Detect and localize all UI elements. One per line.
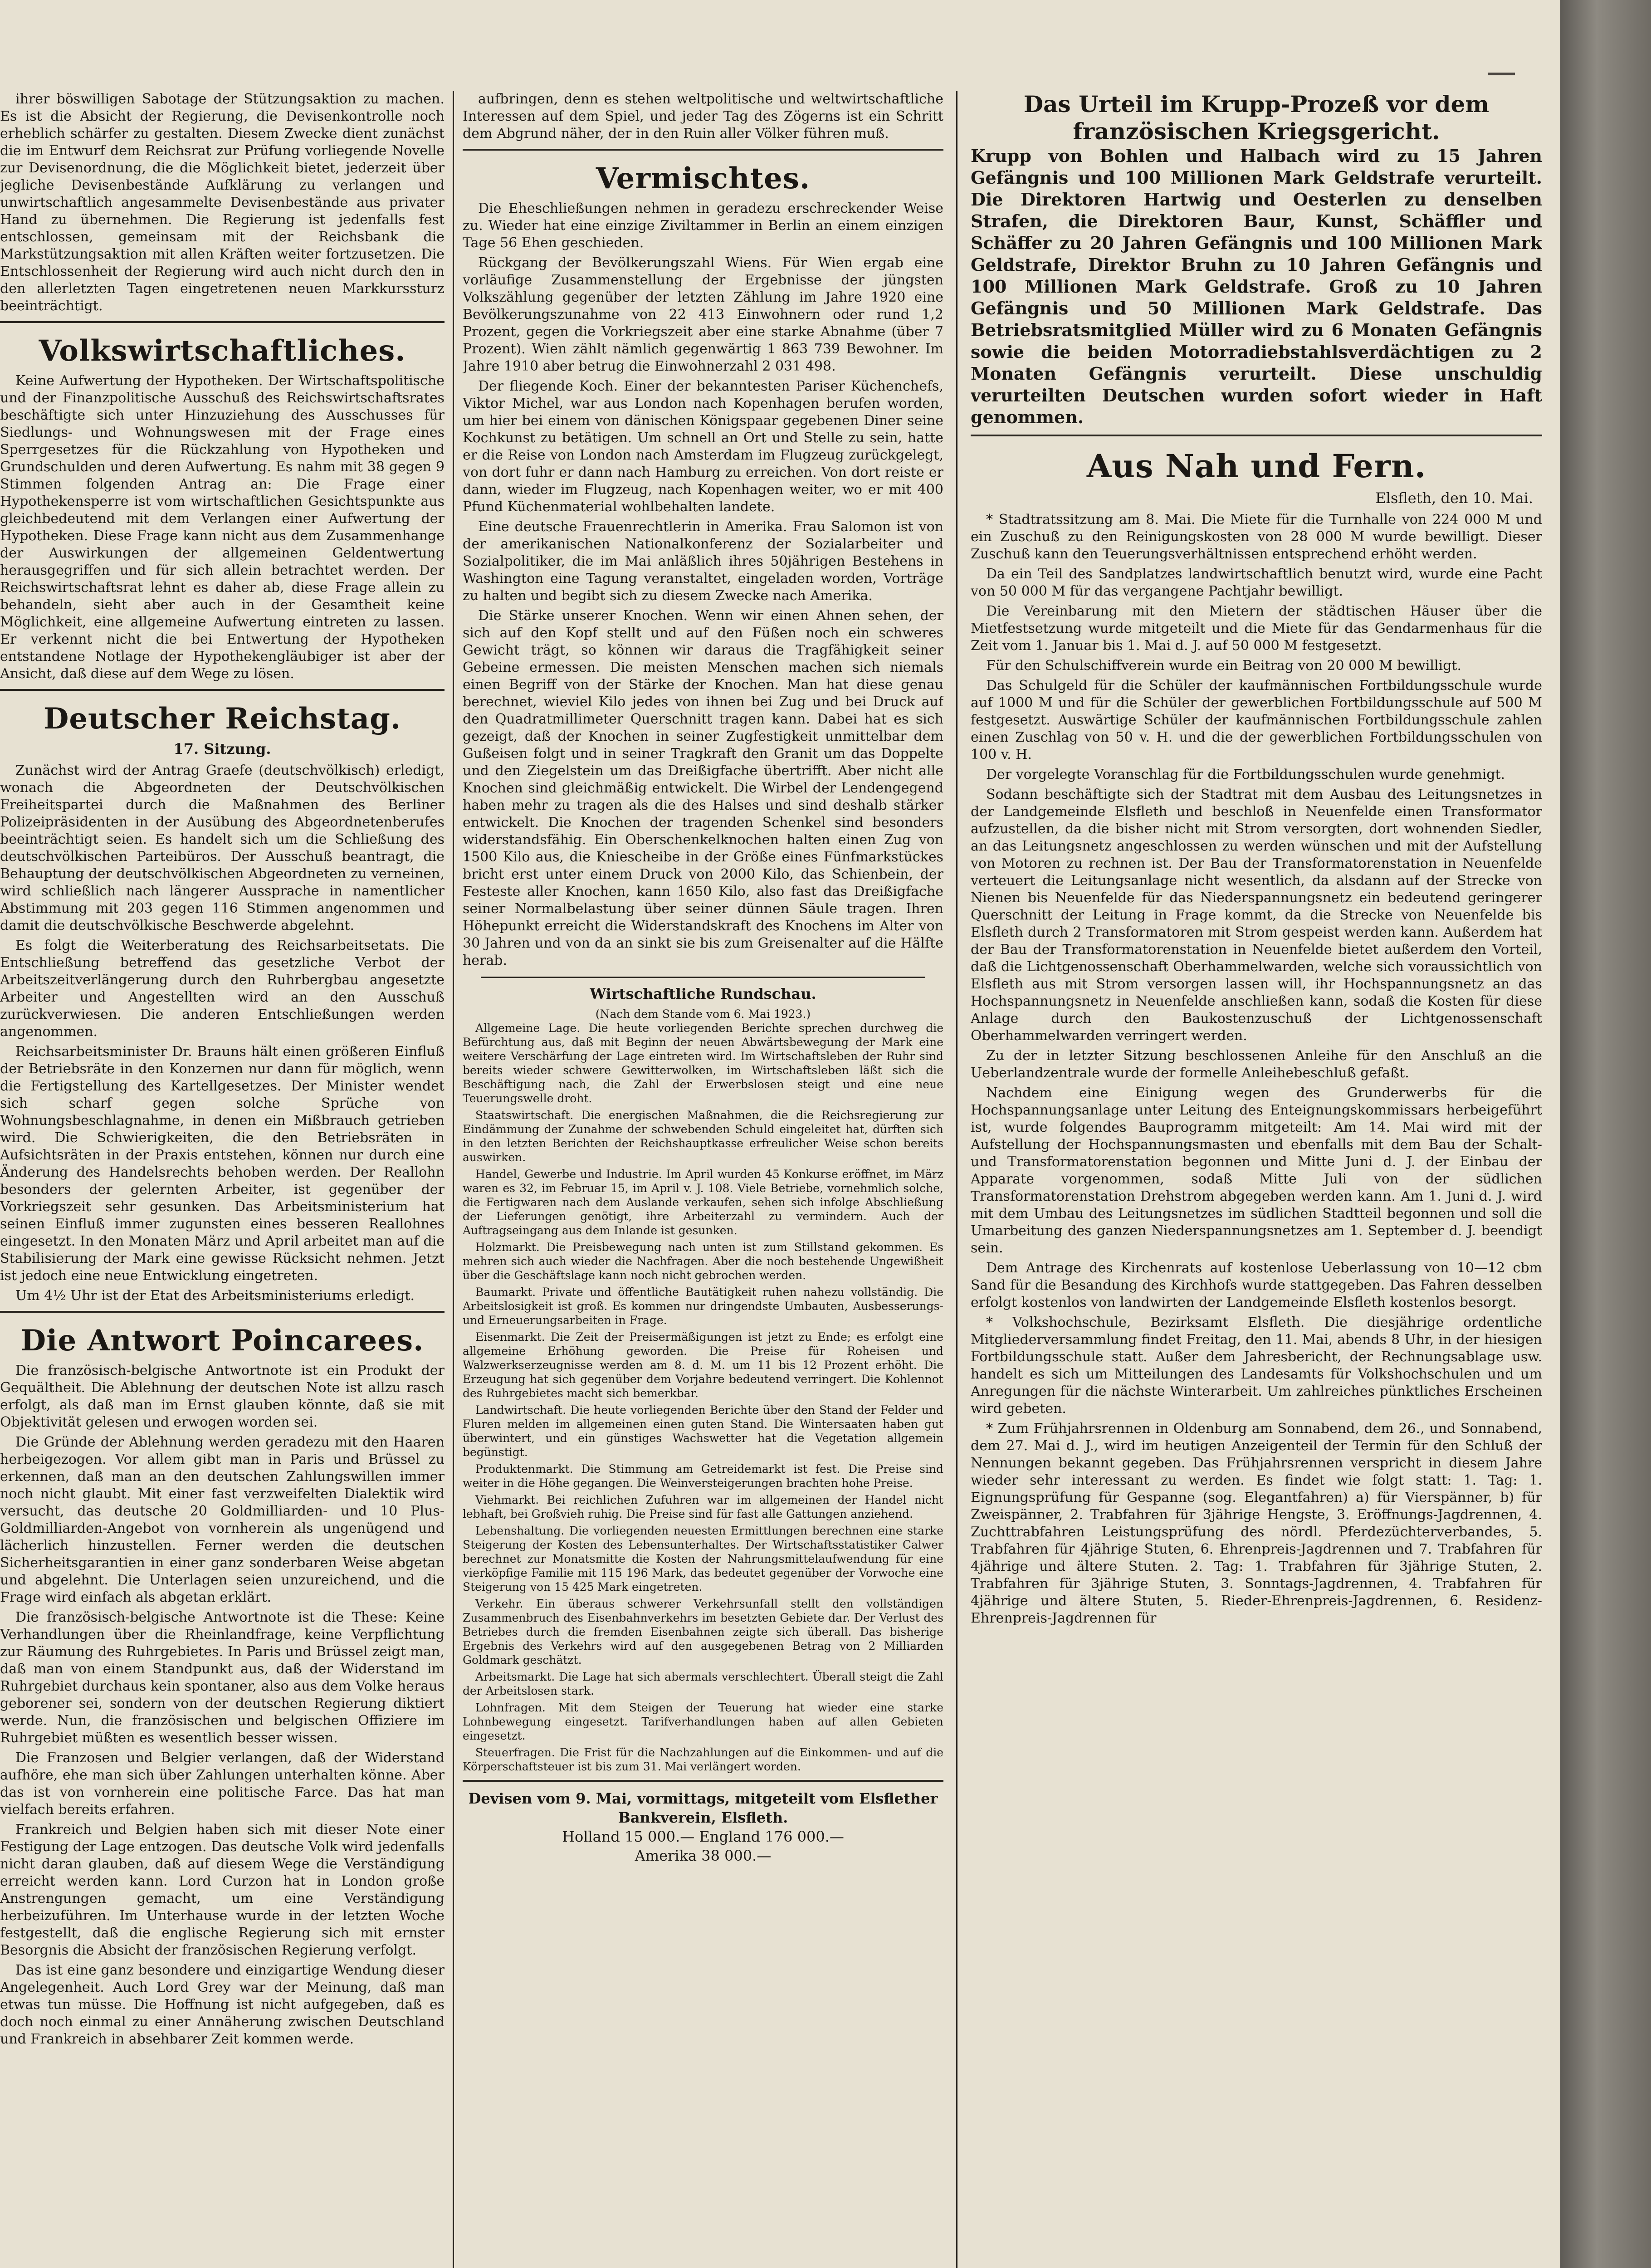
column-rule	[956, 91, 957, 2268]
exchange-rates-row: Amerika 38 000.—	[635, 1847, 772, 1864]
paragraph: Eisenmarkt. Die Zeit der Preisermäßigungen ist jetzt zu Ende; es erfolgt eine allgemeine Erhöhung geworden. Die Preise für Roheisen und Walzwerkserzeugnisse werden am 8. d. M. um 11 bis 12 Prozent erhöht. Die Erzeugung hat sich gegenüber dem Vorjahre bedeutend verringert. Die Kohlennot des Ruhrgebietes macht sich bemerkbar.	[463, 1330, 943, 1400]
paragraph: Der fliegende Koch. Einer der bekanntesten Pariser Küchenchefs, Viktor Michel, war aus London nach Kopenhagen berufen worden, um hier bei einem von dänischen Königspaar gegebenen Diner seine Kochkunst zu betätigen. Um schnell an Ort und Stelle zu sein, hatte er die Reise von London nach Amsterdam im Flugzeug zurückgelegt, von dort fuhr er dann nach Hamburg zu erreichen. Von dort reiste er dann, wieder im Flugzeug, nach Kopenhagen weiter, wo er mit 400 Pfund Küchenmaterial wohlbehalten landete.	[463, 378, 943, 515]
divider	[463, 149, 943, 151]
paragraph: * Zum Frühjahrsrennen in Oldenburg am Sonnabend, dem 26., und Sonnabend, dem 27. Mai d. J., wird im heutigen Anzeigenteil der Termin für den Schluß der Nennungen bekannt gegeben. Das Frühjahrsrennen verspricht in diesem Jahre wieder sehr interessant zu werden. Es findet wie folgt statt: 1. Tag: 1. Eignungsprüfung für Gespanne (sog. Elegantfahren) a) für Vierspänner, b) für Zweispänner, 2. Trabfahren für 3jährige Hengste, 3. Eröffnungs-Jagdrennen, 4. Zuchttrabfahren Leistungsprüfung des nördl. Pferdezüchterverbandes, 5. Trabfahren für 4jährige Stuten, 6. Ehrenpreis-Jagdrennen und 7. Trabfahren für 4jährige und ältere Stuten. 2. Tag: 1. Trabfahren für 3jährige Stuten, 2. Trabfahren für 3jährige Stuten, 3. Sonntags-Jagdrennen, 4. Trabfahren für 4jährige und ältere Stuten, 5. Rieder-Ehrenpreis-Jagdrennen, 6. Residenz-Ehrenpreis-Jagdrennen für	[971, 1421, 1542, 1626]
divider	[481, 977, 925, 978]
paragraph: Die Vereinbarung mit den Mietern der städtischen Häuser über die Mietfestsetzung wurde mitgeteilt und die Miete für das Gendarmenhaus für die Zeit vom 1. Januar bis 1. Mai d. J. auf 50 000 M festgesetzt.	[971, 603, 1542, 654]
column-rule	[453, 91, 454, 2268]
paragraph: ihrer böswilligen Sabotage der Stützungsaktion zu machen. Es ist die Absicht der Regierung, die Devisenkontrolle noch erheblich schärfer zu gestalten. Diesem Zwecke dient zunächst die im Entwurf dem Reichsrat zur Prüfung vorliegende Novelle zur Devisenordnung, die die Möglichkeit bietet, jederzeit über jegliche Devisenbestände Aufklärung zu verlangen und unwirtschaftlich angesammelte Devisenbestände aus privater Hand zu übernehmen. Die Regierung ist jedenfalls fest entschlossen, gemeinsam mit der Reichsbank die Markstützungsaktion mit allen Kräften weiter fortzusetzen. Die Entschlossenheit der Regierung wird auch nicht durch den in den allerletzten Tagen eingetretenen neuen Markkurssturz beeinträchtigt.	[0, 91, 444, 314]
lead-text: Krupp von Bohlen und Halbach wird zu 15 Jahren Gefängnis und 100 Millionen Mark Geldstrafe verurteilt. Die Direktoren Hartwig und Oesterlen zu denselben Strafen, die Direktoren Baur, Kunst, Schäffler und Schäffer zu 20 Jahren Gefängnis und 100 Millionen Mark Geldstrafe, Direktor Bruhn zu 10 Jahren Gefängnis und 100 Millionen Mark Geldstrafe. Groß zu 10 Jahren Gefängnis und 50 Millionen Mark Geldstrafe. Das Betriebsratsmitglied Müller wird zu 6 Monaten Gefängnis sowie die beiden Motorradiebstahlsverdächtigen zu 2 Monaten Gefängnis verurteilt. Diese unschuldig verurteilten Deutschen wurden sofort wieder in Haft genommen.	[971, 146, 1542, 427]
column-left	[0, 91, 444, 2268]
book-spine-edge	[1560, 0, 1651, 2268]
paragraph: Rückgang der Bevölkerungszahl Wiens. Für Wien ergab eine vorläufige Zusammenstellung der Ergebnisse der jüngsten Volkszählung gegenüber der letzten Zählung im Jahre 1920 eine Bevölkerungszunahme von 22 413 Einwohnern oder rund 1,2 Prozent, gegen die Vorkriegszeit aber eine starke Abnahme (über 7 Prozent). Wien zählt nämlich gegenwärtig 1 863 739 Bewohner. Im Jahre 1910 aber betrug die Einwohnerzahl 2 031 498.	[463, 255, 943, 374]
paragraph: Lebenshaltung. Die vorliegenden neuesten Ermittlungen berechnen eine starke Steigerung der Kosten des Lebensunterhaltes. Der Wirtschaftsstatistiker Calwer berechnet zur Monatsmitte die Kosten der Nahrungsmittelaufwendung für eine vierköpfige Familie mit 115 196 Mark, das bedeutet gegenüber der Vorwoche eine Steigerung von 15 425 Mark eingetreten.	[463, 1524, 943, 1593]
paragraph: Um 4½ Uhr ist der Etat des Arbeitsministeriums erledigt.	[15, 1288, 415, 1304]
paragraph: Produktenmarkt. Die Stimmung am Getreidemarkt ist fest. Die Preise sind weiter in die Höhe gegangen. Die Weinversteigerungen brachten hohe Preise.	[463, 1462, 943, 1490]
paragraph: Das ist eine ganz besondere und einzigartige Wendung dieser Angelegenheit. Auch Lord Grey war der Meinung, daß man etwas tun müsse. Die Hoffnung ist nicht aufgegeben, daß es doch noch einmal zu einer Annäherung zwischen Deutschland und Frankreich in absehbarer Zeit kommen werde.	[0, 1962, 444, 2047]
section-subheading: 17. Sitzung.	[173, 740, 271, 758]
paragraph: Sodann beschäftigte sich der Stadtrat mit dem Ausbau des Leitungsnetzes in der Landgemeinde Elsfleth und beschloß in Neuenfelde einen Transformator aufzustellen, da die bisher nicht mit Strom versorgten, dort wohnenden Siedler, an das Leitungsnetz angeschlossen zu werden wünschen und mit der Aufstellung von Motoren zu rechnen ist. Der Bau der Transformatorenstation in Neuenfelde verteuert die Leitungsanlage nicht wesentlich, da alsdann auf der Strecke von Nienen bis Neuenfelde für das Niederspannungsnetz ein bedeutend geringerer Querschnitt der Leitung in Frage kommt, da die Strecke von Neuenfelde bis Elsfleth durch 2 Transformatoren mit Strom gespeist werden kann. Außerdem hat der Bau der Transformatorenstation in Neuenfelde bietet außerdem den Vorteil, daß die Lichtgenossenschaft Oberhammelwarden, welche sich voraussichtlich von Elsfleth aus mit Strom versorgen lassen will, ihr Hochspannungsnetz an das Hochspannungsnetz in Neuenfelde anschließen kann, sodaß die Kosten für diese Anlage durch den Baukostenzuschuß der Lichtgenossenschaft Oberhammelwarden verringert werden.	[971, 787, 1542, 1044]
paragraph: Es folgt die Weiterberatung des Reichsarbeitsetats. Die Entschließung betreffend das gesetzliche Verbot der Arbeitszeitverlängerung durch den Ruhrbergbau angesetzte Arbeiter und Angestellten wird an den Ausschuß zurückverwiesen. Die anderen Entschließungen werden angenommen.	[0, 938, 444, 1040]
exchange-rates-title: Devisen vom 9. Mai, vormittags, mitgeteilt vom Elsflether Bankverein, Elsfleth.	[468, 1790, 938, 1826]
paragraph: Steuerfragen. Die Frist für die Nachzahlungen auf die Einkommen- und auf die Körperschaftsteuer ist bis zum 31. Mai verlängert worden.	[463, 1746, 943, 1773]
paragraph: aufbringen, denn es stehen weltpolitische und weltwirtschaftliche Interessen auf dem Spiel, und jeder Tag des Zögerns ist ein Schritt dem Abgrund näher, der in den Ruin aller Völker führen muß.	[463, 91, 943, 142]
section-heading: Vermischtes.	[596, 161, 811, 196]
paragraph: Nachdem eine Einigung wegen des Grunderwerbs für die Hochspannungsanlage unter Leitung des Enteignungskommissars herbeigeführt ist, wurde folgendes Bauprogramm mitgeteilt: Am 14. Mai wird mit der Aufstellung der Hochspannungsmasten und ebenfalls mit dem Bau der Schalt- und Transformatorenstation begonnen und Mitte Juni d. J. der Einbau der Apparate vorgenommen, sodaß Mitte Juli von der südlichen Transformatorenstation Drehstrom abgegeben werden kann. Am 1. Juni d. J. wird mit dem Umbau des Leitungsnetzes im südlichen Stadtteil begonnen und soll die Umarbeitung des ganzen Niederspannungsnetzes am 1. September d. J. beendigt sein.	[971, 1085, 1542, 1256]
paragraph: Zu der in letzter Sitzung beschlossenen Anleihe für den Anschluß an die Ueberlandzentrale wurde der formelle Anleihebeschluß gefaßt.	[971, 1048, 1542, 1081]
paragraph: Die Stärke unserer Knochen. Wenn wir einen Ahnen sehen, der sich auf den Kopf stellt und auf den Füßen noch ein schweres Gewicht trägt, so können wir daraus die Tragfähigkeit seiner Gebeine ermessen. Die meisten Menschen machen sich niemals einen Begriff von der Stärke der Knochen. Man hat diese genau berechnet, wieviel Kilo jedes von ihnen bei Zug und bei Druck auf den Quadratmillimeter Querschnitt tragen kann. Dabei hat es sich gezeigt, daß der Knochen in seiner Zugfestigkeit unmittelbar dem Gußeisen folgt und in seiner Tragkraft den Granit um das Doppelte und den Ziegelstein um das Dreißigfache übertrifft. Aber nicht alle Knochen sind gleichmäßig entwickelt. Die Wirbel der Lendengegend haben mehr zu tragen als die des Halses und sind deshalb stärker entwickelt. Die Knochen der tragenden Schenkel sind besonders widerstandsfähig. Ein Oberschenkelknochen halten einen Zug von 1500 Kilo aus, die Kniescheibe in der Größe eines Fünfmarkstückes bricht erst unter einem Druck von 2000 Kilo, das Schienbein, der Festeste aller Knochen, kann 1650 Kilo, also fast das Dreißigfache seiner Normalbelastung über seiner dünnen Säule tragen. Ihren Höhepunkt erreicht die Widerstandskraft des Knochens im Alter von 30 Jahren und von da an sinkt sie bis zum Greisenalter auf die Hälfte herab.	[463, 608, 943, 968]
paragraph: Holzmarkt. Die Preisbewegung nach unten ist zum Stillstand gekommen. Es mehren sich auch wieder die Nachfragen. Aber die noch bestehende Ungewißheit über die Geschäftslage kann noch nicht gebrochen werden.	[463, 1241, 943, 1282]
paragraph: Landwirtschaft. Die heute vorliegenden Berichte über den Stand der Felder und Fluren melden im allgemeinen einen guten Stand. Die Wintersaaten haben gut überwintert, und ein günstiges Wachswetter hat die Vegetation allgemein begünstigt.	[463, 1403, 943, 1459]
page-corner-mark	[1488, 73, 1515, 75]
column-right	[971, 91, 1542, 2268]
paragraph: Für den Schulschiffverein wurde ein Beitrag von 20 000 M bewilligt.	[986, 658, 1461, 674]
paragraph: Viehmarkt. Bei reichlichen Zufuhren war im allgemeinen der Handel nicht lebhaft, bei Großvieh ruhig. Die Preise sind für fast alle Gattungen anziehend.	[463, 1493, 943, 1520]
paragraph: * Volkshochschule, Bezirksamt Elsfleth. Die diesjährige ordentliche Mitgliederversammlung findet Freitag, den 11. Mai, abends 8 Uhr, in der hiesigen Fortbildungsschule statt. Außer dem Jahresbericht, der Rechnungsablage usw. handelt es sich um Mitteilungen des Landesamts für Volkshochschulen und um Anregungen für die nächste Winterarbeit. Um zahlreiches pünktliches Erscheinen wird gebeten.	[971, 1315, 1542, 1417]
paragraph: Eine deutsche Frauenrechtlerin in Amerika. Frau Salomon ist von der amerikanischen Nationalkonferenz der Sozialarbeiter und Sozialpolitiker, die im Mai anläßlich ihres 50jährigen Bestehens in Washington eine Tagung veranstaltet, eingeladen worden, Vorträge zu halten und begibt sich zu diesem Zwecke nach Amerika.	[463, 519, 943, 604]
dateline: Elsfleth, den 10. Mai.	[1375, 489, 1533, 507]
divider	[0, 321, 444, 323]
lead-headline: Das Urteil im Krupp-Prozeß vor dem französischen Kriegsgericht.	[1023, 91, 1490, 145]
divider	[0, 1311, 444, 1313]
paragraph: Handel, Gewerbe und Industrie. Im April wurden 45 Konkurse eröffnet, im März waren es 32, im Februar 15, im April v. J. 108. Viele Betriebe, vornehmlich solche, die Fertigwaren nach dem Auslande verkaufen, sehen sich infolge Abschließung der Lieferungen genötigt, ihre Arbeiterzahl zu vermindern. Auch der Auftragseingang aus dem Inlande ist gesunken.	[463, 1168, 943, 1237]
section-subheading: (Nach dem Stande vom 6. Mai 1923.)	[595, 1007, 811, 1021]
divider	[0, 689, 444, 691]
paragraph: Arbeitsmarkt. Die Lage hat sich abermals verschlechtert. Überall steigt die Zahl der Arbeitslosen stark.	[463, 1670, 943, 1697]
paragraph: Baumarkt. Private und öffentliche Bautätigkeit ruhen nahezu vollständig. Die Arbeitslosigkeit ist groß. Es kommen nur dringendste Umbauten, Ausbesserungs- und Erneuerungsarbeiten in Frage.	[463, 1286, 943, 1327]
section-heading: Aus Nah und Fern.	[1086, 447, 1426, 485]
paragraph: Die Eheschließungen nehmen in geradezu erschreckender Weise zu. Wieder hat eine einzige Ziviltammer in Berlin an einem einzigen Tage 56 Ehen geschieden.	[463, 200, 943, 251]
paragraph: Allgemeine Lage. Die heute vorliegenden Berichte sprechen durchweg die Befürchtung aus, daß mit Beginn der neuen Abwärtsbewegung der Mark eine weitere Verschärfung der Lage eintreten wird. Im Wirtschaftsleben der Ruhr sind bereits wieder schwere Gewitterwolken, im Wirtschaftsleben läßt sich die Beschäftigung nach, die Zahl der Erwerbslosen steigt und eine neue Teuerungswelle droht.	[463, 1022, 943, 1105]
exchange-rates-row: Holland 15 000.— England 176 000.—	[562, 1828, 844, 1845]
paragraph: Staatswirtschaft. Die energischen Maßnahmen, die die Reichsregierung zur Eindämmung der Zunahme der schwebenden Schuld eingeleitet hat, dürften sich in den letzten Berichten der Reichshauptkasse erfreulicher Weise schon bereits auswirken.	[463, 1109, 943, 1164]
paragraph: Die Gründe der Ablehnung werden geradezu mit den Haaren herbeigezogen. Vor allem gibt man in Paris und Brüssel zu erkennen, daß man an den deutschen Zahlungswillen immer noch nicht glaubt. Mit einer fast verzweifelten Dialektik wird versucht, das deutsche 20 Goldmilliarden- und 10 Plus-Goldmilliarden-Angebot von vornherein als ungenügend und lächerlich hinzustellen. Ferner werden die deutschen Sicherheitsgarantien in einer ganz sonderbaren Weise abgetan und abgelehnt. Die Unterlagen seien unzureichend, und die Frage wird einfach als abgetan erklärt.	[0, 1434, 444, 1605]
paragraph: Reichsarbeitsminister Dr. Brauns hält einen größeren Einfluß der Betriebsräte in den Konzernen nur dann für möglich, wenn die Fertigstellung des Kartellgesetzes. Der Minister wendet sich scharf gegen solche Sprüche von Wohnungsbeschlagnahme, in denen ein Mißbrauch getrieben wird. Die Schwierigkeiten, die den Betriebsräten in Aufsichtsräten in der Praxis entstehen, können nur durch eine Änderung des Handelsrechts behoben werden. Der Reallohn besonders der gelernten Arbeiter, ist gegenüber der Vorkriegszeit sehr gesunken. Das Arbeitsministerium hat seinen Einfluß immer zugunsten eines besseren Reallohnes eingesetzt. In den Monaten März und April arbeitet man auf die Stabilisierung der Mark eine gewisse Rücksicht nehmen. Jetzt ist jedoch eine neue Entwicklung eingetreten.	[0, 1044, 444, 1284]
divider	[463, 1780, 943, 1782]
paragraph: Dem Antrage des Kirchenrats auf kostenlose Ueberlassung von 10—12 cbm Sand für die Besandung des Kirchhofs wurde stattgegeben. Das Fahren desselben erfolgt kostenlos von landwirten der Landgemeinde Elsfleth kostenlos besorgt.	[971, 1260, 1542, 1310]
paragraph: Frankreich und Belgien haben sich mit dieser Note einer Festigung der Lage entzogen. Das deutsche Volk wird jedenfalls nicht daran glauben, daß auf diesem Wege die Verständigung erreicht werden kann. Lord Curzon hat in London große Anstrengungen gemacht, um eine Verständigung herbeizuführen. Im Unterhause wurde in der letzten Woche festgestellt, daß die englische Regierung sich mit ernster Besorgnis die Absicht der französischen Regierung verfolgt.	[0, 1822, 444, 1958]
paragraph: Zunächst wird der Antrag Graefe (deutschvölkisch) erledigt, wonach die Abgeordneten der Deutschvölkischen Freiheitspartei durch die Maßnahmen des Berliner Polizeipräsidenten in der Ausübung des Abgeordnetenberufes beeinträchtigt seien. Es handelt sich um die Schließung des deutschvölkischen Parteibüros. Der Ausschuß beantragt, die Behauptung der deutschvölkischen Abgeordneten zu verneinen, wird schließlich nach längerer Aussprache in namentlicher Abstimmung mit 203 gegen 116 Stimmen angenommen und damit die deutschvölkische Beschwerde abgelehnt.	[0, 763, 444, 934]
section-heading: Deutscher Reichstag.	[43, 702, 401, 736]
section-heading: Die Antwort Poincarees.	[20, 1324, 424, 1358]
column-middle	[463, 91, 943, 2268]
paragraph: Keine Aufwertung der Hypotheken. Der Wirtschaftspolitische und der Finanzpolitische Ausschuß des Reichswirtschaftsrates beschäftigte sich unter Hinzuziehung des Ausschusses für Siedlungs- und Wohnungswesen mit der Frage eines Sperrgesetzes für die Rückzahlung von Hypotheken und Grundschulden und deren Aufwertung. Es nahm mit 38 gegen 9 Stimmen folgenden Antrag an: Die Frage einer Hypothekensperre ist vom wirtschaftlichen Gesichtspunkte aus gleichbedeutend mit dem Verlangen einer Aufwertung der Hypotheken. Diese Frage kann nicht aus dem Zusammenhange der Auswirkungen der allgemeinen Geldentwertung herausgegriffen und für sich allein betrachtet werden. Der Reichswirtschaftsrat lehnt es daher ab, diese Frage allein zu behandeln, sieht aber auch in der Gesamtheit keine Möglichkeit, eine allgemeine Aufwertung eintreten zu lassen. Er verkennt nicht die bei Entwertung der Hypotheken entstandene Notlage der Hypothekengläubiger ist aber der Ansicht, daß diese auf dem Wege zu lösen.	[0, 373, 444, 682]
divider	[971, 435, 1542, 436]
section-heading: Volkswirtschaftliches.	[39, 334, 406, 368]
paragraph: * Stadtratssitzung am 8. Mai. Die Miete für die Turnhalle von 224 000 M und ein Zuschuß zu den Reinigungskosten von 28 000 M wurde bewilligt. Dieser Zuschuß kann den Teuerungsverhältnissen entsprechend erhöht werden.	[971, 512, 1542, 562]
paragraph: Lohnfragen. Mit dem Steigen der Teuerung hat wieder eine starke Lohnbewegung eingesetzt. Tarifverhandlungen haben auf allen Gebieten eingesetzt.	[463, 1701, 943, 1742]
section-heading: Wirtschaftliche Rundschau.	[590, 985, 816, 1002]
paragraph: Die französisch-belgische Antwortnote ist die These: Keine Verhandlungen über die Rheinlandfrage, keine Verpflichtung zur Räumung des Ruhrgebietes. In Paris und Brüssel zeigt man, daß man von einem Standpunkt aus, daß der Widerstand im Ruhrgebiet durchaus kein spontaner, also aus dem Volke heraus geborener sei, sondern von der deutschen Regierung diktiert werde. Nun, die französischen und belgischen Offiziere im Ruhrgebiet müßten es wesentlich besser wissen.	[0, 1609, 444, 1746]
paragraph: Das Schulgeld für die Schüler der kaufmännischen Fortbildungsschule wurde auf 1000 M und für die Schüler der gewerblichen Fortbildungsschule auf 500 M festgesetzt. Auswärtige Schüler der kaufmännischen Fortbildungsschule zahlen einen Zuschlag von 50 v. H. und die der gewerblichen Fortbildungsschulen von 100 v. H.	[971, 678, 1542, 763]
paragraph: Verkehr. Ein überaus schwerer Verkehrsunfall stellt den vollständigen Zusammenbruch des Eisenbahnverkehrs im besetzten Gebiete dar. Der Verlust des Betriebes durch die fremden Eisenbahnen zeigte sich überall. Das bisherige Ergebnis des Verkehrs wird auf den ausgegebenen Betrag von 2 Milliarden Goldmark geschätzt.	[463, 1597, 943, 1667]
paragraph: Die französisch-belgische Antwortnote ist ein Produkt der Gequältheit. Die Ablehnung der deutschen Note ist allzu rasch erfolgt, als daß man im Ernst glauben könnte, daß sie mit Objektivität gelesen und erwogen worden sei.	[0, 1363, 444, 1430]
paragraph: Die Franzosen und Belgier verlangen, daß der Widerstand aufhöre, ehe man sich über Zahlungen unterhalten könne. Aber das ist von vornherein eine politische Farce. Das hat man vielfach bereits erfahren.	[0, 1750, 444, 1818]
paragraph: Da ein Teil des Sandplatzes landwirtschaftlich benutzt wird, wurde eine Pacht von 50 000 M für das vergangene Pachtjahr bewilligt.	[971, 566, 1542, 599]
paragraph: Der vorgelegte Voranschlag für die Fortbildungsschulen wurde genehmigt.	[986, 767, 1505, 782]
